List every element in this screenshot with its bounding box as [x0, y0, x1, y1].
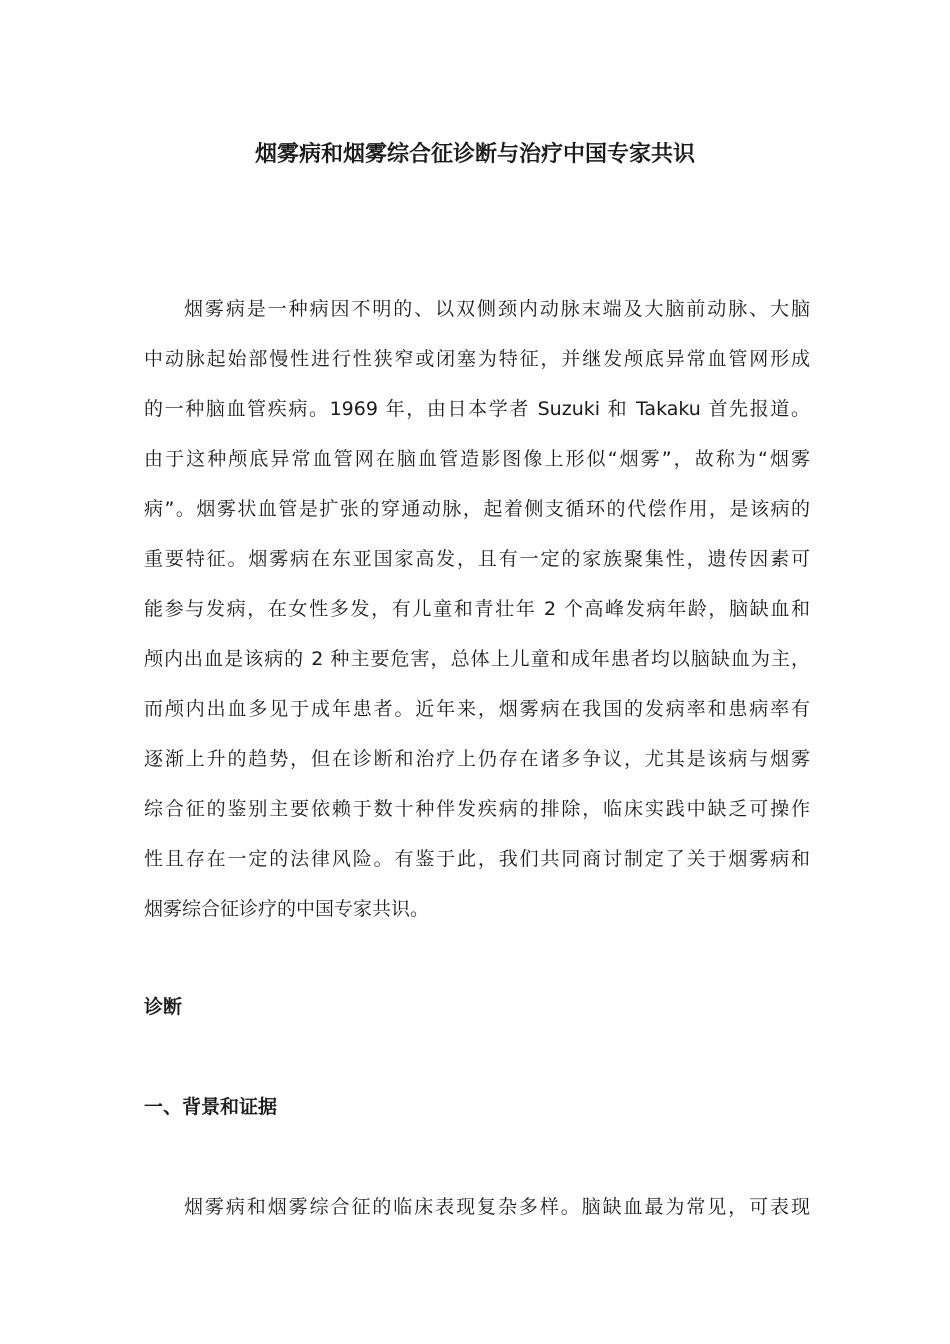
- paragraph-line: 性且存在一定的法律风险。有鉴于此，我们共同商讨制定了关于烟雾病和: [144, 848, 810, 870]
- paragraph-line: 中动脉起始部慢性进行性狭窄或闭塞为特征，并继发颅底异常血管网形成: [144, 348, 810, 370]
- document-title: 烟雾病和烟雾综合征诊断与治疗中国专家共识: [254, 142, 695, 167]
- paragraph-line: 而颅内出血多见于成年患者。近年来，烟雾病在我国的发病率和患病率有: [144, 698, 810, 720]
- paragraph-line: 烟雾病是一种病因不明的、以双侧颈内动脉末端及大脑前动脉、大脑: [184, 298, 810, 320]
- paragraph-line: 烟雾综合征诊疗的中国专家共识。: [144, 898, 430, 920]
- paragraph-line: 烟雾病和烟雾综合征的临床表现复杂多样。脑缺血最为常见，可表现: [184, 1196, 810, 1218]
- paragraph-line: 逐渐上升的趋势，但在诊断和治疗上仍存在诸多争议，尤其是该病与烟雾: [144, 748, 810, 770]
- intro-paragraph: [144, 284, 810, 934]
- subsection-heading: 一、背景和证据: [144, 1096, 278, 1118]
- section-heading: 诊断: [144, 996, 183, 1018]
- paragraph-line: 由于这种颅底异常血管网在脑血管造影图像上形似“烟雾”，故称为“烟雾: [144, 448, 810, 470]
- paragraph-line: 的一种脑血管疾病。1969 年，由日本学者 Suzuki 和 Takaku 首先报道。: [144, 398, 810, 420]
- paragraph-line: 重要特征。烟雾病在东亚国家高发，且有一定的家族聚集性，遗传因素可: [144, 548, 810, 570]
- paragraph-line: 综合征的鉴别主要依赖于数十种伴发疾病的排除，临床实践中缺乏可操作: [144, 798, 810, 820]
- paragraph-line: 能参与发病，在女性多发，有儿童和青壮年 2 个高峰发病年龄，脑缺血和: [144, 598, 810, 620]
- background-paragraph: [144, 1182, 810, 1232]
- paragraph-line: 颅内出血是该病的 2 种主要危害，总体上儿童和成年患者均以脑缺血为主，: [144, 648, 810, 670]
- paragraph-line: 病”。烟雾状血管是扩张的穿通动脉，起着侧支循环的代偿作用，是该病的: [144, 498, 810, 520]
